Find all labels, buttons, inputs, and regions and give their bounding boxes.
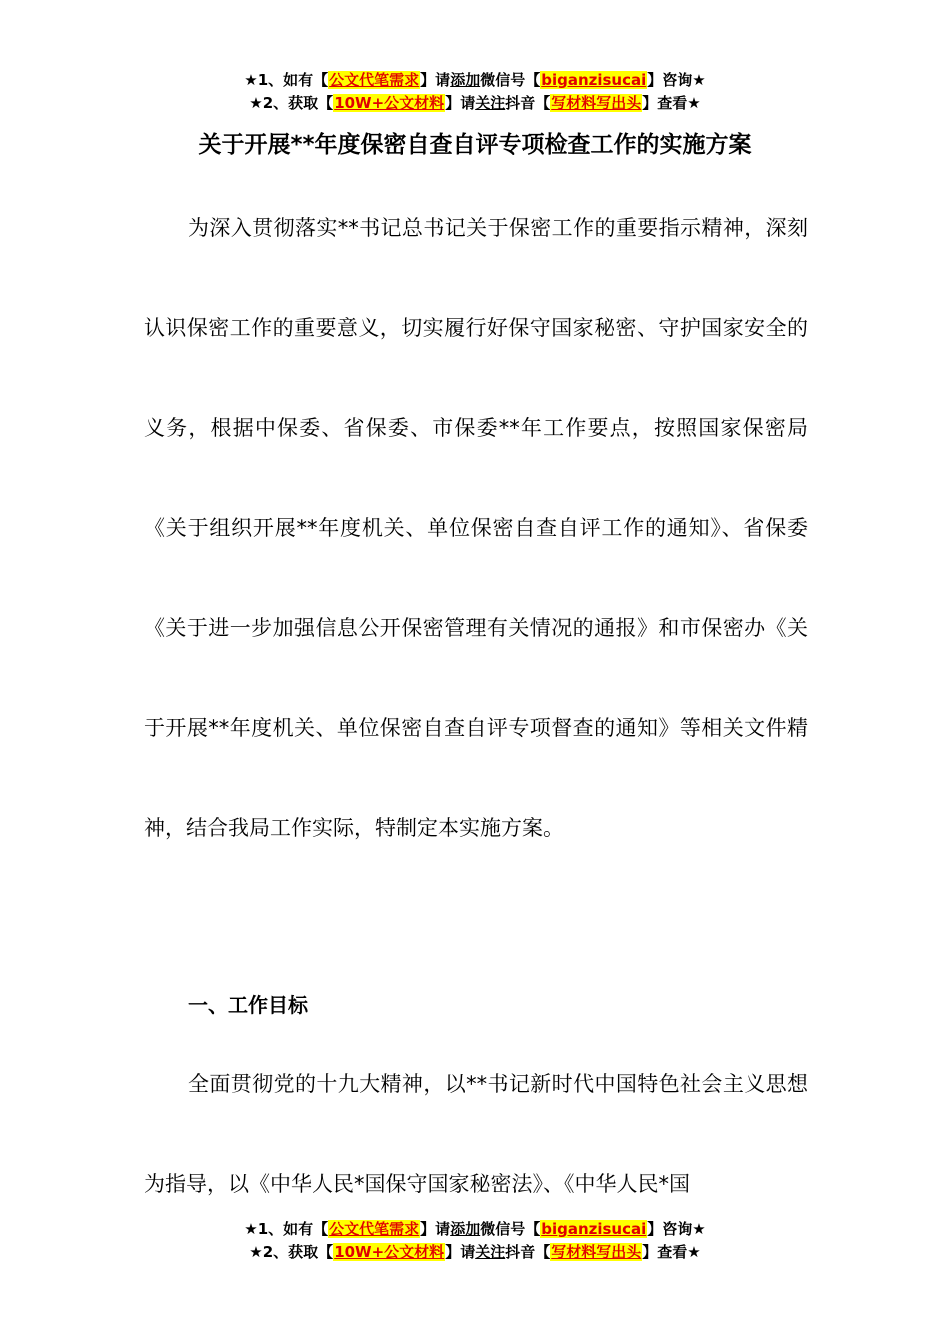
paragraph-goals: 全面贯彻党的十九大精神，以**书记新时代中国特色社会主义思想为指导，以《中华人民*国保守国家秘密法》、《中华人民*国: [144, 1072, 808, 1196]
wechat-id: biganzisucai: [541, 71, 647, 89]
douyin-id: 写材料写出头: [551, 1243, 642, 1261]
promo-line-1: ★1、如有【公文代笔需求】请添加微信号【biganzisucai】咨询★: [244, 71, 706, 89]
section-heading-work-goals: 一、工作目标: [188, 993, 308, 1017]
highlight-text: 公文代笔需求: [329, 1220, 420, 1238]
promo-banner-top: [0, 69, 950, 115]
douyin-id: 写材料写出头: [551, 94, 642, 112]
document-title: 关于开展**年度保密自查自评专项检查工作的实施方案: [198, 132, 752, 158]
promo-banner-bottom: [0, 1218, 950, 1264]
promo-line-2: ★2、获取【10W+公文材料】请关注抖音【写材料写出头】查看★: [249, 94, 701, 112]
promo-line-2: ★2、获取【10W+公文材料】请关注抖音【写材料写出头】查看★: [249, 1243, 701, 1261]
highlight-text: 10W+公文材料: [334, 94, 445, 112]
wechat-id: biganzisucai: [541, 1220, 647, 1238]
highlight-text: 公文代笔需求: [329, 71, 420, 89]
paragraph-intro: 为深入贯彻落实**书记总书记关于保密工作的重要指示精神，深刻认识保密工作的重要意义，切实履行好保守国家秘密、守护国家安全的义务，根据中保委、省保委、市保委**年工作要点，按照国家保密局《关于组织开展**年度机关、单位保密自查自评工作的通知》、省保委《关于进一步加强信息公开保密管理有关情况的通报》和市保密办《关于开展**年度机关、单位保密自查自评专项督查的通知》等相关文件精神，结合我局工作实际，特制定本实施方案。: [144, 216, 808, 840]
promo-line-1: ★1、如有【公文代笔需求】请添加微信号【biganzisucai】咨询★: [244, 1220, 706, 1238]
highlight-text: 10W+公文材料: [334, 1243, 445, 1261]
